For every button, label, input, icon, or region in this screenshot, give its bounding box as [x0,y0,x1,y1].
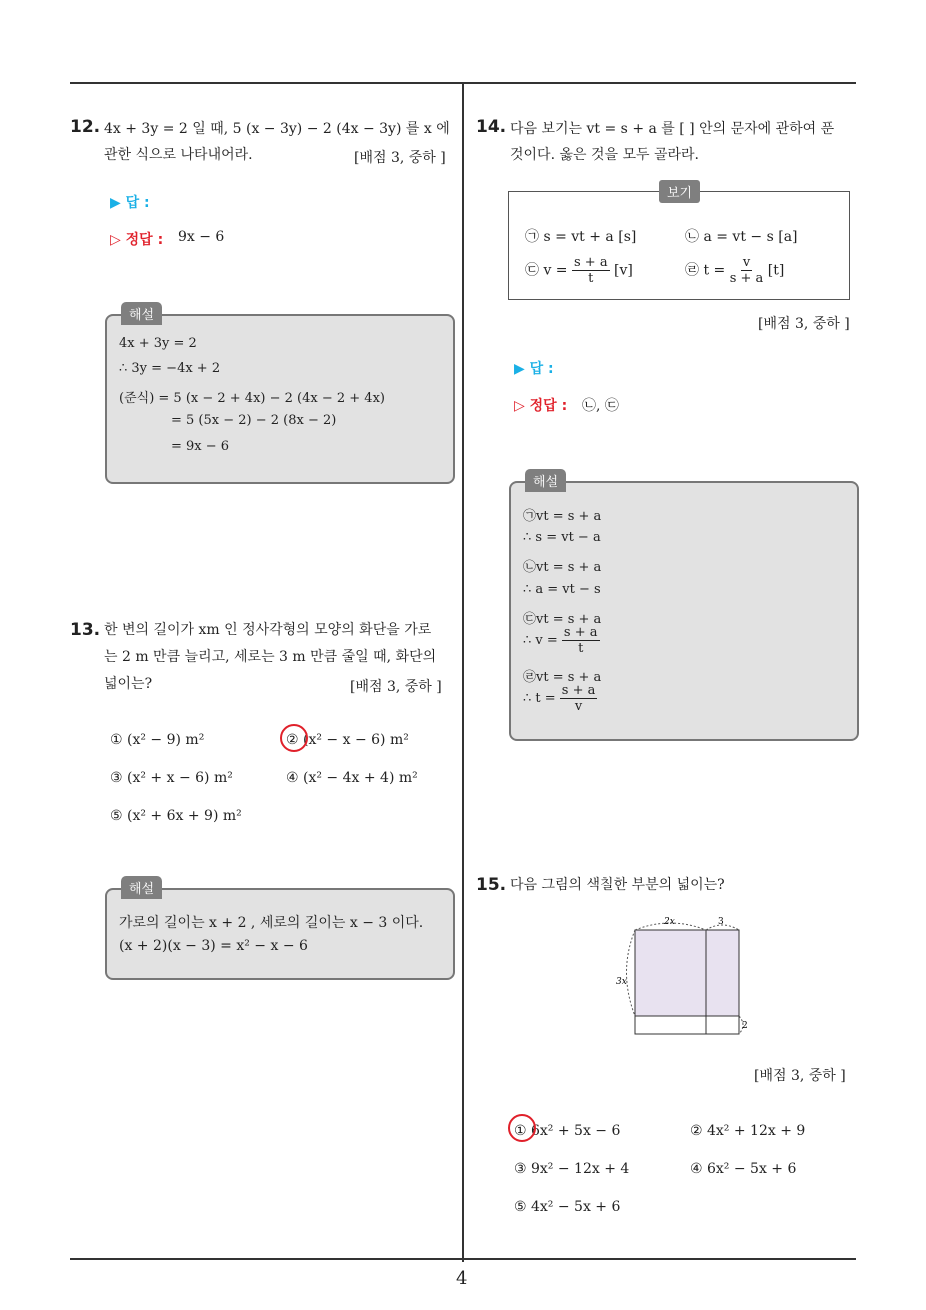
q14-correct-value: ㉡, ㉢ [582,398,619,414]
q15-choice-4[interactable]: ④ 6x² − 5x + 6 [690,1161,797,1177]
q13-number: 13. [70,620,101,640]
q15-score: [배점 3, 중하 ] [754,1068,846,1084]
q14-bogi-item-b: ㉡ a = vt − s [a] [685,229,798,245]
q14-bogi-c-pre: ㉢ v = [525,262,568,279]
q14-text-line2: 것이다. 옳은 것을 모두 골라라. [510,147,699,163]
q14-sol-line-fraction [523,625,600,656]
q15-text: 다음 그림의 색칠한 부분의 넓이는? [510,877,725,893]
q14-sol-line: ∴ s = vt − a [523,530,601,545]
q14-bogi-d-post: [t] [767,262,785,279]
q12-text-line1: 4x + 3y = 2 일 때, 5 (x − 3y) − 2 (4x − 3y) 를 x 에 [104,121,450,137]
q15-figure [612,912,754,1036]
q13-selected-mark [280,724,308,752]
q15-number: 15. [476,875,507,895]
q14-answer-label: ▶ 답 : [514,361,554,377]
q12-solution-box [105,308,455,484]
q14-bogi-d-fraction [730,255,764,286]
q13-solution-box [105,882,455,980]
q13-choice-4[interactable]: ④ (x² − 4x + 4) m² [286,770,418,786]
q14-sol-line: ㉣vt = s + a [523,670,602,685]
q15-selected-mark [508,1114,536,1142]
q15-choice-1[interactable]: ① 6x² + 5x − 6 [514,1123,621,1139]
q14-sol-l6-den: t [578,641,584,656]
q14-sol-l8-fraction [560,683,598,714]
q12-answer-label: ▶ 답 : [110,195,150,211]
q14-number: 14. [476,117,507,137]
q14-sol-l8-num: s + a [561,683,596,698]
q14-bogi-d-num: v [742,255,751,270]
q12-text-line2: 관한 식으로 나타내어라. [104,147,253,163]
q14-sol-line: ㉢vt = s + a [523,612,602,627]
q12-score: [배점 3, 중하 ] [354,150,446,166]
q12-sol-line: (준식) = 5 (x − 2 + 4x) − 2 (4x − 2 + 4x) [119,391,385,406]
q13-choice-2[interactable]: ② (x² − x − 6) m² [286,732,409,748]
q14-bogi-c-fraction [572,255,610,286]
column-divider [462,82,464,1262]
q13-sol-line: (x + 2)(x − 3) = x² − x − 6 [119,938,308,954]
q12-sol-line: ∴ 3y = −4x + 2 [119,361,221,376]
q13-text-line1: 한 변의 길이가 xm 인 정사각형의 모양의 화단을 가로 [104,622,432,638]
q13-sol-line: 가로의 길이는 x + 2 , 세로의 길이는 x − 3 이다. [119,915,424,931]
q15-choice-2[interactable]: ② 4x² + 12x + 9 [690,1123,806,1139]
q14-bogi-item-c [525,255,633,286]
q14-sol-l6-pre: ∴ v = [523,633,558,648]
q12-number: 12. [70,117,101,137]
q14-solution-tag: 해설 [525,469,566,492]
q15-choice-5[interactable]: ⑤ 4x² − 5x + 6 [514,1199,621,1215]
q15-choice-3[interactable]: ③ 9x² − 12x + 4 [514,1161,630,1177]
q14-bogi-c-den: t [588,271,594,286]
q14-sol-line: ㉠vt = s + a [523,509,602,524]
q14-bogi-d-pre: ㉣ t = [685,262,726,279]
q12-sol-line: = 9x − 6 [171,439,230,454]
q14-score: [배점 3, 중하 ] [758,316,850,332]
q14-sol-l6-fraction [562,625,600,656]
label-left: 3x [616,977,627,987]
q14-solution-box [509,475,859,741]
page-number: 4 [456,1268,468,1289]
q12-sol-line: 4x + 3y = 2 [119,336,197,351]
q14-text-line1: 다음 보기는 vt = s + a 를 [ ] 안의 문자에 관하여 푼 [510,121,835,137]
q12-solution-tag: 해설 [121,302,162,325]
q13-text-line2: 는 2 m 만큼 늘리고, 세로는 3 m 만큼 줄일 때, 화단의 [104,649,437,665]
q14-bogi-tag: 보기 [659,180,700,203]
q14-sol-l8-pre: ∴ t = [523,691,556,706]
q14-sol-l6-num: s + a [563,625,598,640]
q14-bogi-box [508,186,850,300]
q14-sol-line-fraction [523,683,597,714]
q14-sol-line: ∴ a = vt − s [523,582,601,597]
q12-correct-value: 9x − 6 [178,229,225,245]
q14-correct-label: ▷ 정답 : [514,398,568,414]
q13-score: [배점 3, 중하 ] [350,679,442,695]
q13-choice-5[interactable]: ⑤ (x² + 6x + 9) m² [110,808,242,824]
q13-solution-tag: 해설 [121,876,162,899]
q14-bogi-c-post: [v] [614,262,633,279]
q14-bogi-d-den: s + a [729,271,764,286]
bottom-rule [70,1258,856,1260]
label-right: 2 [742,1021,748,1031]
q14-sol-line: ㉡vt = s + a [523,560,602,575]
q13-choice-3[interactable]: ③ (x² + x − 6) m² [110,770,233,786]
q14-bogi-c-num: s + a [574,255,608,270]
q14-bogi-item-a: ㉠ s = vt + a [s] [525,229,637,245]
shaded-region [635,930,739,1016]
label-top-left: 2x [664,917,675,927]
q13-text-line3: 넓이는? [104,676,153,692]
q14-sol-l8-den: v [574,699,583,714]
left-brace [627,930,636,1016]
label-top-right: 3 [718,917,724,927]
q12-correct-label: ▷ 정답 : [110,232,164,248]
q13-choice-1[interactable]: ① (x² − 9) m² [110,732,205,748]
q14-bogi-item-d [685,255,784,286]
q12-sol-line: = 5 (5x − 2) − 2 (8x − 2) [171,413,337,428]
